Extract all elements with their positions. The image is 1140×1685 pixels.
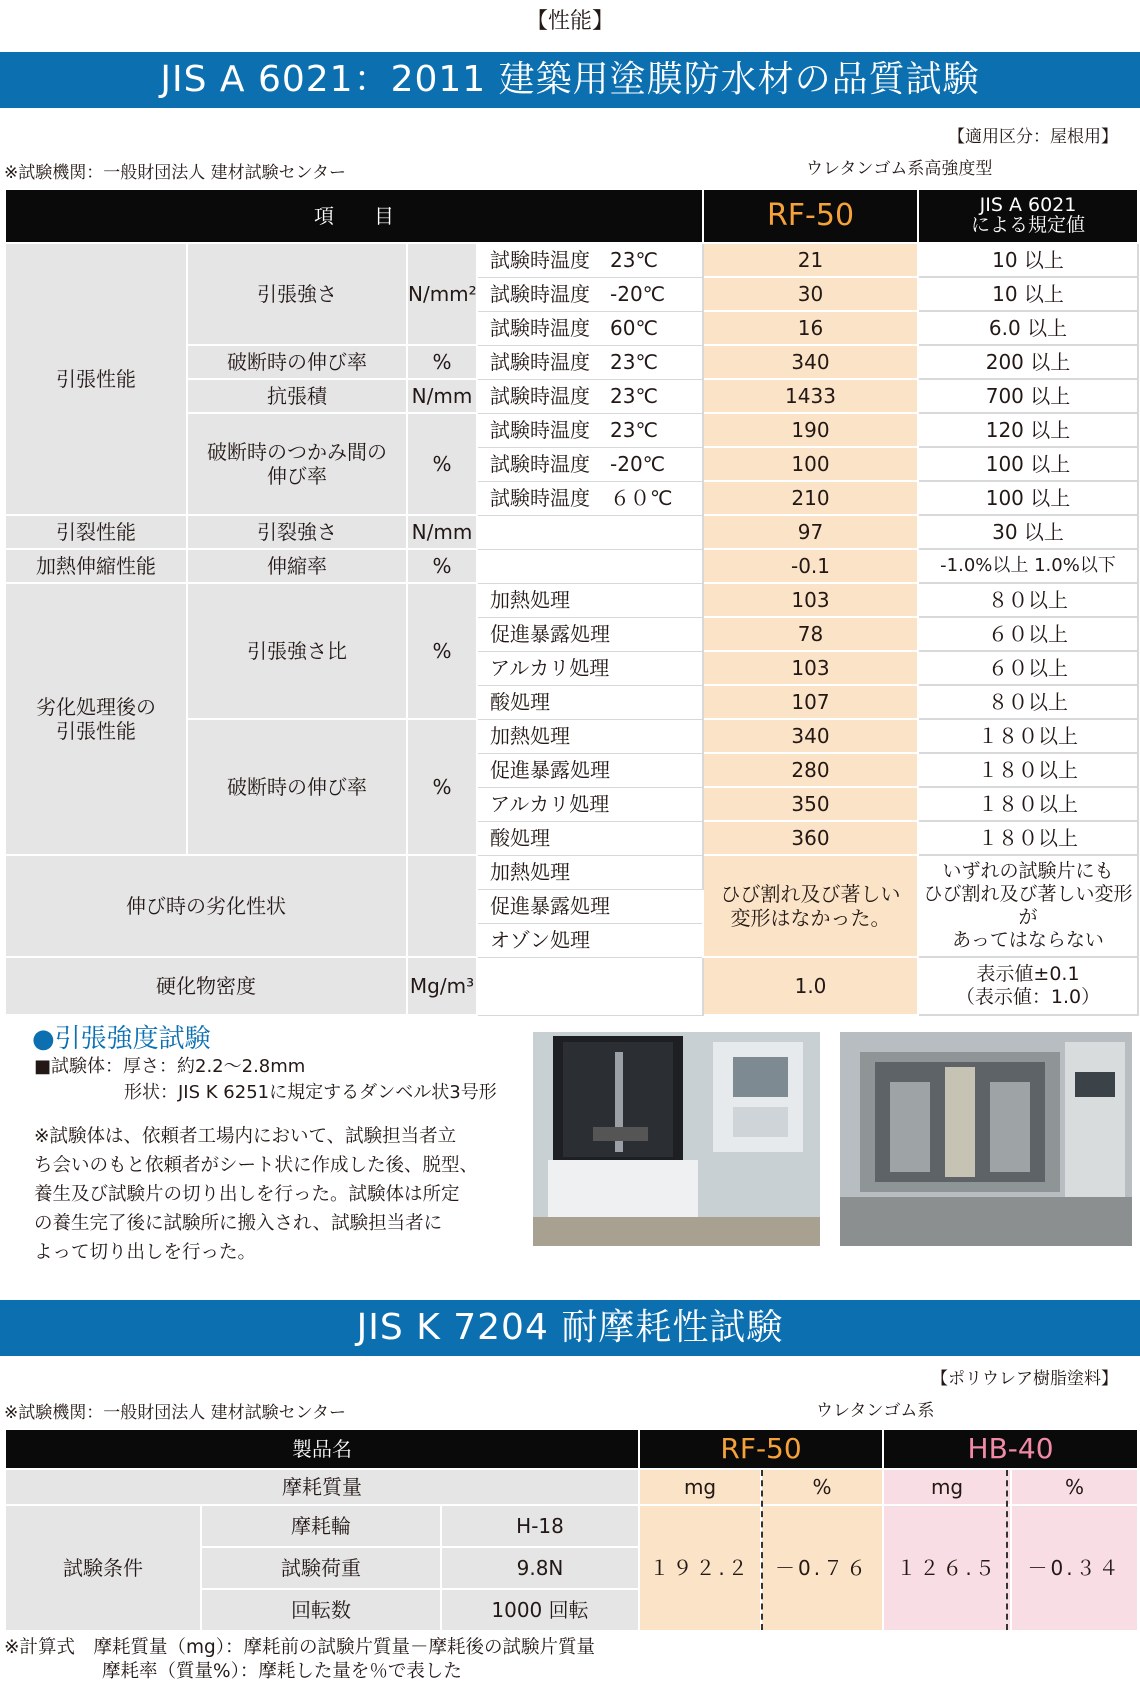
condition-cell (477, 957, 703, 1015)
condition-cell: 加熱処理 (477, 719, 703, 753)
elong-deg-label: 伸び時の劣化性状 (5, 855, 407, 957)
tensile-test-title: ●引張強度試験 (32, 1024, 211, 1054)
crack-standard-cell: いずれの試験片にも ひび割れ及び著しい変形が あってはならない (918, 855, 1138, 957)
value-cell: 280 (703, 753, 918, 787)
value-cell: 190 (703, 413, 918, 447)
b-mg-value: １２６.５ (883, 1505, 1011, 1631)
rotations-value: 1000 回転 (441, 1589, 639, 1631)
conditions-label: 試験条件 (5, 1505, 201, 1631)
condition-cell: 試験時温度 -20℃ (477, 447, 703, 481)
condition-cell: 促進暴露処理 (477, 889, 703, 923)
chamber-photo (840, 1032, 1132, 1246)
heat-shrink-label: 加熱伸縮性能 (5, 549, 187, 583)
value-cell: 340 (703, 719, 918, 753)
condition-cell: 促進暴露処理 (477, 753, 703, 787)
unit-cell: % (407, 549, 477, 583)
b-pct-unit: % (1011, 1469, 1138, 1505)
standard-cell: 120 以上 (918, 413, 1138, 447)
b-pct-value: －0.３４ (1011, 1505, 1138, 1631)
standard-cell: 6.0 以上 (918, 311, 1138, 345)
condition-cell: 試験時温度 23℃ (477, 243, 703, 277)
header-standard: JIS A 6021 による規定値 (918, 189, 1138, 243)
product-a-label: RF-50 (639, 1429, 883, 1469)
grip-elong-label: 破断時のつかみ間の 伸び率 (187, 413, 407, 515)
value-cell: -0.1 (703, 549, 918, 583)
rotations-label: 回転数 (201, 1589, 441, 1631)
section2-category: 【ポリウレア樹脂塗料】 (931, 1369, 1118, 1389)
section1-banner: JIS A 6021：2011 建築用塗膜防水材の品質試験 (0, 52, 1140, 108)
a-mg-value: １９２.２ (639, 1505, 761, 1631)
unit-cell: % (407, 345, 477, 379)
standard-cell: １８０以上 (918, 753, 1138, 787)
standard-cell: -1.0%以上 1.0%以下 (918, 549, 1138, 583)
value-cell: 97 (703, 515, 918, 549)
value-cell: 103 (703, 583, 918, 617)
standard-cell: １８０以上 (918, 821, 1138, 855)
value-cell: 103 (703, 651, 918, 685)
standard-cell: １８０以上 (918, 719, 1138, 753)
condition-cell: 試験時温度 ６０℃ (477, 481, 703, 515)
standard-cell: 10 以上 (918, 277, 1138, 311)
standard-cell: 100 以上 (918, 481, 1138, 515)
tensile-label: 引張性能 (5, 243, 187, 515)
value-cell: 360 (703, 821, 918, 855)
degradation-label: 劣化処理後の 引張性能 (5, 583, 187, 855)
b-mg-unit: mg (883, 1469, 1011, 1505)
value-cell: 21 (703, 243, 918, 277)
abrasion-table (4, 1428, 1139, 1632)
wear-mass-label: 摩耗質量 (5, 1469, 639, 1505)
section2-product-type: ウレタンゴム系 (816, 1401, 935, 1421)
tear-strength-label: 引裂強さ (187, 515, 407, 549)
section2-institution: ※試験機関：一般財団法人 建材試験センター (4, 1403, 346, 1423)
strength-ratio-label: 引張強さ比 (187, 583, 407, 719)
condition-cell: アルカリ処理 (477, 787, 703, 821)
wheel-label: 摩耗輪 (201, 1505, 441, 1547)
tensile-strength-label: 引張強さ (187, 243, 407, 345)
load-label: 試験荷重 (201, 1547, 441, 1589)
elong-break-deg-label: 破断時の伸び率 (187, 719, 407, 855)
standard-cell: ８０以上 (918, 583, 1138, 617)
value-cell: 107 (703, 685, 918, 719)
value-cell: 210 (703, 481, 918, 515)
standard-cell: １８０以上 (918, 787, 1138, 821)
unit-cell (407, 855, 477, 957)
condition-cell: 試験時温度 23℃ (477, 413, 703, 447)
section1-product-type: ウレタンゴム系高強度型 (806, 159, 993, 179)
shrink-rate-label: 伸縮率 (187, 549, 407, 583)
value-cell: 350 (703, 787, 918, 821)
page-heading: 【性能】 (525, 9, 614, 34)
load-value: 9.8N (441, 1547, 639, 1589)
value-cell: 30 (703, 277, 918, 311)
header-item: 項 目 (5, 189, 703, 243)
section1-institution: ※試験機関：一般財団法人 建材試験センター (4, 163, 346, 183)
formula-note: ※計算式 摩耗質量（mg）：摩耗前の試験片質量－摩耗後の試験片質量 摩耗率（質量%）：摩耗した量を％で表した (4, 1637, 596, 1682)
value-cell: 1.0 (703, 957, 918, 1015)
tear-label: 引裂性能 (5, 515, 187, 549)
value-cell: 1433 (703, 379, 918, 413)
unit-cell: N/mm (407, 515, 477, 549)
condition-cell: 試験時温度 60℃ (477, 311, 703, 345)
standard-cell: 200 以上 (918, 345, 1138, 379)
tensile-test-note: ※試験体は、依頼者工場内において、試験担当者立 ち会いのもと依頼者がシート状に作成した後、脱型、 養生及び試験片の切り出しを行った。試験体は所定 の養生完了後に試験所に搬入され、試験担当者に よって切り出しを行った。 (34, 1126, 479, 1263)
elong-break-label: 破断時の伸び率 (187, 345, 407, 379)
standard-cell: 100 以上 (918, 447, 1138, 481)
unit-cell: Mg/m³ (407, 957, 477, 1015)
value-cell: 340 (703, 345, 918, 379)
a-mg-unit: mg (639, 1469, 761, 1505)
a-pct-value: －0.７６ (761, 1505, 883, 1631)
standard-cell: ８０以上 (918, 685, 1138, 719)
testing-machine-photo (533, 1032, 820, 1246)
unit-cell: N/mm² (407, 243, 477, 345)
wheel-value: H-18 (441, 1505, 639, 1547)
condition-cell: 酸処理 (477, 821, 703, 855)
tensile-test-spec: ■試験体：厚さ：約2.2～2.8mm 形状：JIS K 6251に規定するダンベル状3号形 (34, 1056, 497, 1103)
condition-cell (477, 515, 703, 549)
unit-cell: % (407, 719, 477, 855)
header-product: RF-50 (703, 189, 918, 243)
section2-banner: JIS K 7204 耐摩耗性試験 (0, 1300, 1140, 1356)
dash-divider-a (761, 1470, 763, 1630)
standard-cell: 700 以上 (918, 379, 1138, 413)
condition-cell: 加熱処理 (477, 855, 703, 889)
standard-cell: ６０以上 (918, 651, 1138, 685)
a-pct-unit: % (761, 1469, 883, 1505)
product-b-label: HB-40 (883, 1429, 1138, 1469)
crack-result-cell: ひび割れ及び著しい 変形はなかった。 (703, 855, 918, 957)
density-label: 硬化物密度 (5, 957, 407, 1015)
unit-cell: % (407, 413, 477, 515)
condition-cell: 試験時温度 23℃ (477, 379, 703, 413)
condition-cell: 試験時温度 -20℃ (477, 277, 703, 311)
section1-category: 【適用区分：屋根用】 (948, 127, 1118, 147)
condition-cell: アルカリ処理 (477, 651, 703, 685)
condition-cell: 試験時温度 23℃ (477, 345, 703, 379)
value-cell: 16 (703, 311, 918, 345)
condition-cell: 酸処理 (477, 685, 703, 719)
testing-machine-image (533, 1032, 820, 1246)
standard-cell: 表示値±0.1 （表示値：1.0） (918, 957, 1138, 1015)
condition-cell (477, 549, 703, 583)
condition-cell: オゾン処理 (477, 923, 703, 957)
quality-test-table (4, 188, 1139, 1016)
unit-cell: % (407, 583, 477, 719)
chamber-image (840, 1032, 1132, 1246)
product-name-label: 製品名 (5, 1429, 639, 1469)
standard-cell: ６０以上 (918, 617, 1138, 651)
condition-cell: 加熱処理 (477, 583, 703, 617)
dash-divider-b (1006, 1470, 1008, 1630)
unit-cell: N/mm (407, 379, 477, 413)
tensile-product-label: 抗張積 (187, 379, 407, 413)
value-cell: 78 (703, 617, 918, 651)
standard-cell: 30 以上 (918, 515, 1138, 549)
condition-cell: 促進暴露処理 (477, 617, 703, 651)
standard-cell: 10 以上 (918, 243, 1138, 277)
value-cell: 100 (703, 447, 918, 481)
